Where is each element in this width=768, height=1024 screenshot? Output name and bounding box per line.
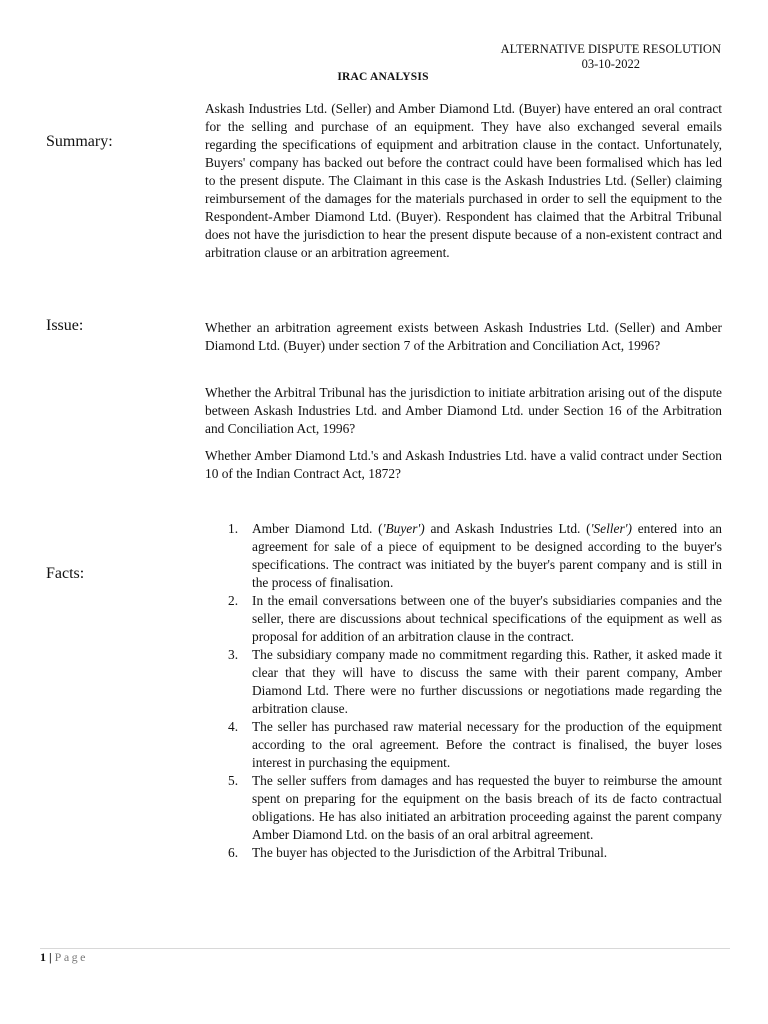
issue-item-2: Whether the Arbitral Tribunal has the jurisdiction to initiate arbitration arising out of the dispute between Askash Industries Ltd. and Amber Diamond Ltd. under Section 16 of the Arbitration and Conciliation Act, 1996? bbox=[205, 385, 722, 436]
fact-text: The seller has purchased raw material necessary for the production of the equipment according to the oral agreement. Before the contract is finalised, the buyer loses interest in purchasing the equipment. bbox=[252, 719, 722, 770]
fact-text: The subsidiary company made no commitment regarding this. Rather, it asked made it clear that they will have to discuss the same with their parent company, Amber Diamond Ltd. There were no further discussions or negotiations made regarding the arbitration clause. bbox=[252, 647, 722, 716]
fact-text: entered into an agreement for sale of a piece of equipment to be designed according to the buyer's specifications. The contract was initiated by the buyer's parent company and is still in the process of finalisation. bbox=[252, 521, 722, 590]
document-title-text: IRAC ANALYSIS bbox=[337, 71, 429, 83]
buyer-term: 'Buyer') bbox=[382, 521, 425, 536]
document-header bbox=[501, 42, 721, 72]
issue-item-1: Whether an arbitration agreement exists between Askash Industries Ltd. (Seller) and Amber Diamond Ltd. (Buyer) under section 7 of the Arbitration and Conciliation Act, 1996? bbox=[205, 320, 722, 353]
facts-list-item bbox=[222, 592, 722, 646]
fact-text: The buyer has objected to the Jurisdiction of the Arbitral Tribunal. bbox=[252, 845, 608, 860]
fact-text: The seller suffers from damages and has requested the buyer to reimburse the amount spent on preparing for the equipment on the basis breach of its de facto contractual obligations. He has also initiated an arbitration proceeding against the parent company Amber Diamond Ltd. on the basis of an oral arbitral agreement. bbox=[252, 773, 722, 842]
facts-list-item bbox=[222, 718, 722, 772]
footer-divider bbox=[40, 948, 730, 949]
page-number: 1 bbox=[40, 950, 46, 964]
summary-label: Summary: bbox=[46, 133, 113, 150]
document-date: 03-10-2022 bbox=[581, 57, 640, 71]
issue-label: Issue: bbox=[46, 317, 84, 334]
list-number: 2. bbox=[228, 593, 239, 608]
list-number: 6. bbox=[228, 845, 239, 860]
document-title bbox=[0, 71, 768, 83]
facts-list-item bbox=[222, 520, 722, 592]
facts-label: Facts: bbox=[46, 565, 85, 582]
summary-text: Askash Industries Ltd. (Seller) and Amber Diamond Ltd. (Buyer) have entered an oral contract for the selling and purchase of an equipment. They have also exchanged several emails regarding the specifications of equipment and arbitration clause in the contact. Unfortunately, Buyers' company has backed out before the contract could have been formalised which has led to the present dispute. The Claimant in this case is the Askash Industries Ltd. (Seller) claiming reimbursement of the damages for the materials purchased in order to sell the equipment to the Respondent-Amber Diamond Ltd. (Buyer). Respondent has claimed that the Arbitral Tribunal does not have the jurisdiction to hear the present dispute because of a non-existent contract and arbitration clause or an arbitration agreement. bbox=[205, 101, 722, 260]
list-number: 4. bbox=[228, 719, 239, 734]
issue-item-3: Whether Amber Diamond Ltd.'s and Askash Industries Ltd. have a valid contract under Section 10 of the Indian Contract Act, 1872? bbox=[205, 448, 722, 481]
facts-list bbox=[222, 520, 722, 862]
page-separator: | bbox=[49, 950, 52, 964]
facts-list-item bbox=[222, 646, 722, 718]
facts-list-item bbox=[222, 844, 722, 862]
list-number: 1. bbox=[228, 521, 239, 536]
facts-list-item bbox=[222, 772, 722, 844]
page-word: Page bbox=[54, 950, 88, 964]
fact-text: In the email conversations between one of the buyer's subsidiaries companies and the seller, there are discussions about technical specifications of the equipment as well as proposal for addition of an arbitration clause in the contract. bbox=[252, 593, 722, 644]
course-name: ALTERNATIVE DISPUTE RESOLUTION bbox=[500, 42, 721, 56]
fact-text: Amber Diamond Ltd. ( bbox=[252, 521, 383, 536]
list-number: 5. bbox=[228, 773, 239, 788]
seller-term: 'Seller') bbox=[590, 521, 632, 536]
page-footer bbox=[40, 950, 88, 965]
list-number: 3. bbox=[228, 647, 239, 662]
fact-text: and Askash Industries Ltd. ( bbox=[424, 521, 591, 536]
